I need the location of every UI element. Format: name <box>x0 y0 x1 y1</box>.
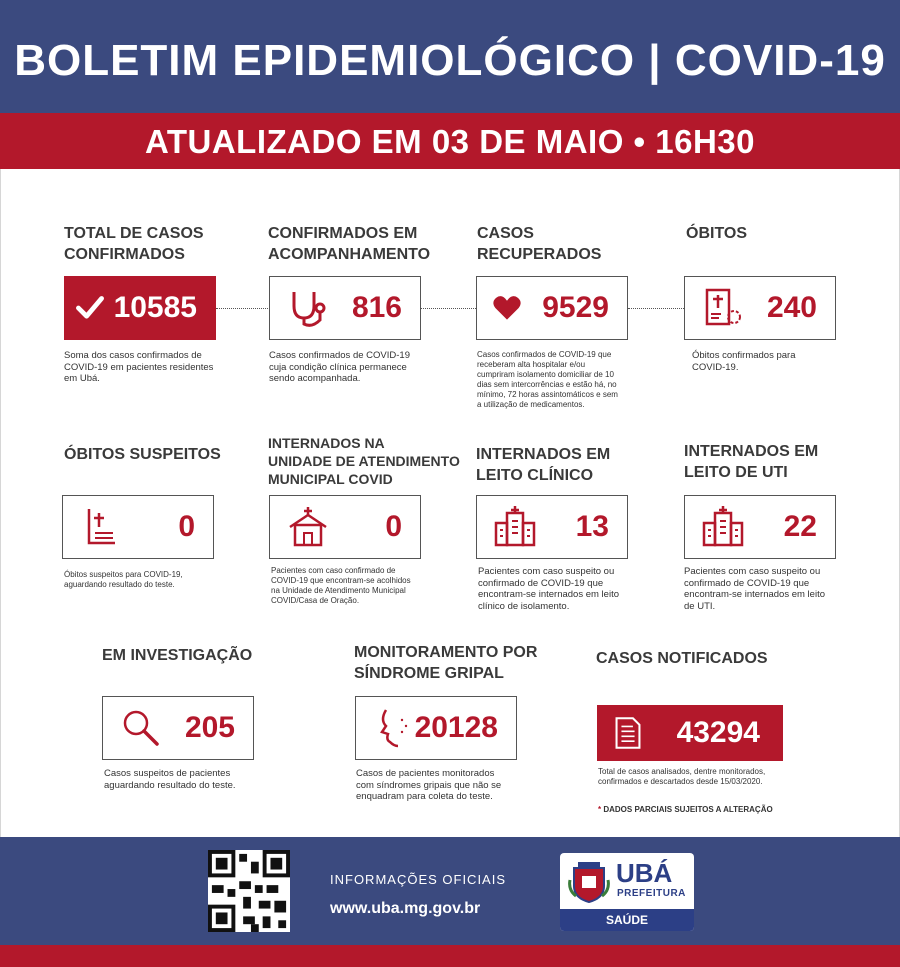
recuperados-title: CASOS RECUPERADOS <box>477 225 602 263</box>
logo-dept-label: SAÚDE <box>605 913 648 927</box>
recuperados-desc: Casos confirmados de COVID-19 que receberam alta hospitalar e/ou cumpriram isolamento domiciliar de 10 dias sem intercorrências e estão há, no mínimo, 72 horas assintomáticos e sem a utilização de medicamentos. <box>477 350 618 409</box>
leito-uti-box <box>684 495 836 559</box>
qr-code-icon <box>208 850 290 932</box>
leito-clinico-value: 13 <box>575 510 609 543</box>
magnifier-icon <box>119 706 163 750</box>
notificados-box <box>597 705 783 761</box>
unidade-value: 0 <box>385 510 402 543</box>
total-title: TOTAL DE CASOS CONFIRMADOS <box>64 225 204 263</box>
sindrome-box <box>355 696 517 760</box>
acompanhamento-value: 816 <box>351 291 402 324</box>
unidade-box <box>269 495 421 559</box>
obitos-suspeitos-desc: Óbitos suspeitos para COVID-19, aguardando resultado do teste. <box>64 570 183 589</box>
connector <box>421 308 476 309</box>
total-box <box>64 276 216 340</box>
connector <box>628 308 684 309</box>
investigacao-value: 205 <box>184 711 235 744</box>
investigacao-box <box>102 696 254 760</box>
sindrome-desc: Casos de pacientes monitorados com síndromes gripais que não se enquadram para coleta do teste. <box>356 768 502 802</box>
hospital-icon <box>493 505 537 549</box>
logo-city-name: UBÁ <box>616 858 673 888</box>
sindrome-title: MONITORAMENTO POR SÍNDROME GRIPAL <box>354 644 538 682</box>
recuperados-value: 9529 <box>542 291 609 324</box>
sneezing-face-icon <box>372 706 416 750</box>
connector <box>216 308 270 309</box>
checkmark-icon <box>75 293 105 323</box>
logo-prefeitura-label: PREFEITURA <box>617 888 686 899</box>
notificados-title: CASOS NOTIFICADOS <box>596 650 768 667</box>
page-title: BOLETIM EPIDEMIOLÓGICO | COVID-19 <box>14 36 886 85</box>
total-value: 10585 <box>113 291 197 324</box>
obitos-title: ÓBITOS <box>686 225 748 242</box>
acompanhamento-box <box>269 276 421 340</box>
acompanhamento-title: CONFIRMADOS EM ACOMPANHAMENTO <box>268 225 431 263</box>
leito-clinico-title: INTERNADOS EM LEITO CLÍNICO <box>476 446 611 484</box>
obitos-suspeitos-title: ÓBITOS SUSPEITOS <box>64 446 221 463</box>
death-certificate-icon <box>701 286 745 330</box>
notificados-desc: Total de casos analisados, dentre monitorados, confirmados e descartados desde 15/03/2020. <box>598 767 766 786</box>
notificados-value: 43294 <box>676 716 760 749</box>
tombstone-cross-icon <box>79 505 123 549</box>
obitos-desc: Óbitos confirmados para COVID-19. <box>692 350 796 373</box>
partial-data-note: * DADOS PARCIAIS SUJEITOS A ALTERAÇÃO <box>598 805 773 814</box>
qr-code[interactable] <box>208 850 290 932</box>
unidade-title: INTERNADOS NA UNIDADE DE ATENDIMENTO MUNICIPAL COVID <box>268 435 460 487</box>
stethoscope-icon <box>286 286 330 330</box>
hospital-icon <box>701 505 745 549</box>
obitos-suspeitos-value: 0 <box>178 510 195 543</box>
recuperados-box <box>476 276 628 340</box>
investigacao-title: EM INVESTIGAÇÃO <box>102 647 253 664</box>
leito-uti-desc: Pacientes com caso suspeito ou confirmado de COVID-19 que encontram-se internados em leito de UTI. <box>684 566 825 612</box>
obitos-box <box>684 276 836 340</box>
investigacao-desc: Casos suspeitos de pacientes aguardando resultado do teste. <box>104 768 236 791</box>
official-info-label: INFORMAÇÕES OFICIAIS <box>330 872 507 887</box>
leito-clinico-box <box>476 495 628 559</box>
acompanhamento-desc: Casos confirmados de COVID-19 cuja condição clínica permanece sendo acompanhada. <box>269 350 410 384</box>
leito-uti-title: INTERNADOS EM LEITO DE UTI <box>684 443 819 481</box>
heart-icon <box>491 292 523 324</box>
leito-uti-value: 22 <box>783 510 817 543</box>
unidade-desc: Pacientes com caso confirmado de COVID-19 que encontram-se acolhidos na Unidade de Atendimento Municipal COVID/Casa de Oração. <box>271 566 411 605</box>
footer-strip <box>0 945 900 967</box>
total-desc: Soma dos casos confirmados de COVID-19 em pacientes residentes em Ubá. <box>64 350 214 384</box>
obitos-suspeitos-box <box>62 495 214 559</box>
document-icon <box>610 715 646 751</box>
update-date: ATUALIZADO EM 03 DE MAIO • 16H30 <box>144 123 756 160</box>
coat-of-arms-icon <box>568 860 610 904</box>
footer <box>0 837 900 945</box>
chapel-icon <box>286 505 330 549</box>
website-link[interactable]: www.uba.mg.gov.br <box>330 900 481 917</box>
obitos-value: 240 <box>766 291 817 324</box>
sindrome-value: 20128 <box>414 711 498 744</box>
leito-clinico-desc: Pacientes com caso suspeito ou confirmado de COVID-19 que encontram-se internados em leito clínico de isolamento. <box>478 566 619 612</box>
